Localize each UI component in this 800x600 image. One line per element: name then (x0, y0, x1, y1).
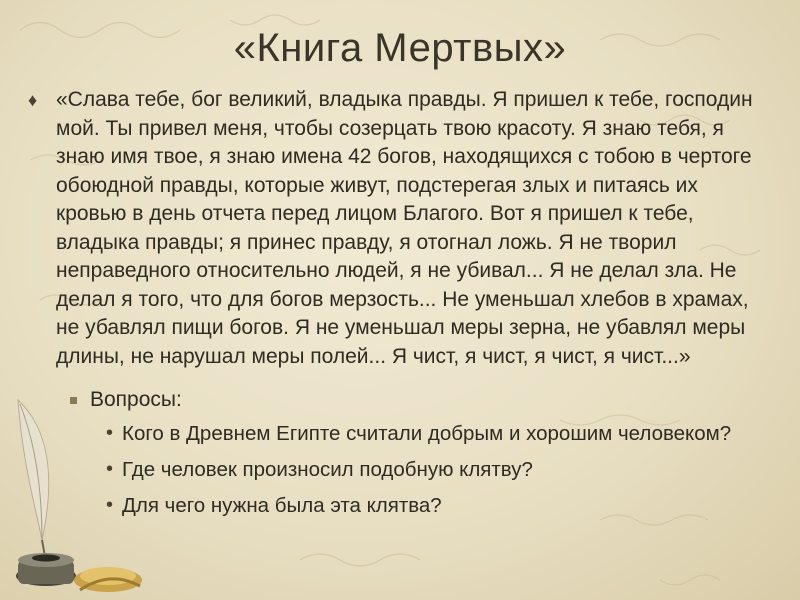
quote-block (28, 86, 773, 371)
list-item (106, 456, 750, 483)
question-text: Где человек произносил подобную клятву? (122, 458, 533, 481)
question-text: Для чего нужна была эта клятва? (122, 494, 442, 517)
question-text: Кого в Древнем Египте считали добрым и хорошим человеком? (122, 422, 732, 445)
dot-bullet-icon: • (106, 458, 114, 480)
quote-text: «Слава тебе, бог великий, владыка правды. Я пришел к тебе, господин мой. Ты привел меня, чтобы созерцать твою красоту. Я знаю тебя, я знаю имя твое, я знаю имена 42 богов, находящихся с тобою в чертоге обоюдной правды, которые живут, подстерегая злых и питаясь их кровью в день отчета перед лицом Благого. Вот я пришел к тебе, владыка правды; я принес правду, я отогнал ложь. Я не творил неправедного относительно людей, я не убивал... Я не делал зла. Не делал я того, что для богов мерзость... Не уменьшал хлебов в храмах, не убавлял пищи богов. Я не уменьшал меры зерна, не убавлял меры длины, не нарушал меры полей... Я чист, я чист, я чист, я чист...» (56, 88, 753, 368)
slide-title: «Книга Мертвых» (233, 26, 567, 70)
dot-bullet-icon: • (106, 422, 114, 444)
quill-inkwell-icon (0, 390, 150, 600)
list-item (106, 420, 750, 447)
questions-section (70, 386, 750, 528)
list-item (106, 492, 750, 519)
questions-label: Вопросы: (90, 388, 182, 411)
dot-bullet-icon: • (106, 494, 114, 516)
questions-list (106, 420, 750, 519)
diamond-bullet-icon: ♦ (28, 90, 38, 110)
questions-header (70, 386, 750, 414)
